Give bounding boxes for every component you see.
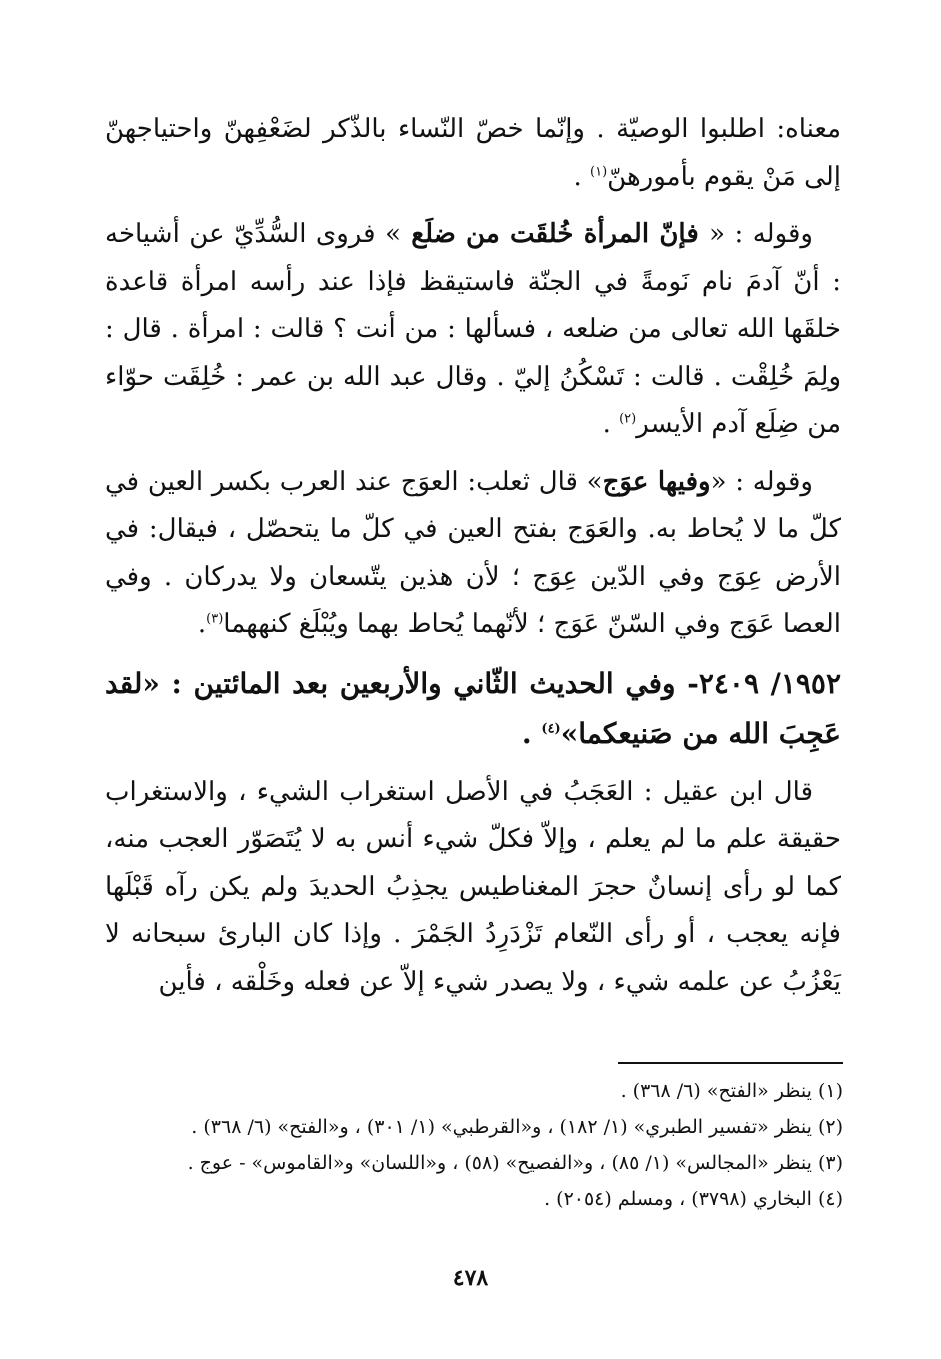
hadith-heading: ١٩٥٢/ ٢٤٠٩- وفي الحديث الثّاني والأربعين بعد المائتين : «لقد عَجِبَ الله من صَنيعكما»$^{(٤)}$ . <box>105 666 841 750</box>
paragraph-3: وقوله : «وفيها عوَج» قال ثعلب: العوَج عند العرب بكسر العين في كلّ ما لا يُحاط به. والعَوَج بفتح العين في كلّ ما يتحصّل ، فيقال: في الأرض عِوَج وفي الدّين عِوَج ؛ لأن هذين يتّسعان ولا يدركان . وفي العصا عَوَج وفي السّنّ عَوَج ؛ لأنّهما يُحاط بهما ويُبْلَغ كنههما$^{(٣)}$. <box>105 466 841 639</box>
quoted-phrase: فإنّ المرأة خُلقَت من ضلَع <box>400 219 710 249</box>
paragraph-1: معناه: اطلبوا الوصيّة . وإنّما خصّ النّساء بالذّكر لضَعْفِهنّ واحتياجهنّ إلى مَنْ يقوم بأمورهنّ$^{(١)}$ . <box>105 114 841 192</box>
footnote-ref-2[interactable]: (٢) <box>619 411 637 427</box>
footnote-ref-3[interactable]: (٣) <box>206 611 224 627</box>
footnote-4: (٤) البخاري (٣٧٩٨) ، ومسلم (٢٠٥٤) . <box>544 1188 843 1210</box>
footnote-3: (٣) ينظر «المجالس» (١/ ٨٥) ، و«الفصيح» (٥٨) ، و«اللسان» و«القاموس» - عوج . <box>187 1152 843 1174</box>
footnote-1: (١) ينظر «الفتح» (٦/ ٣٦٨) . <box>620 1080 843 1102</box>
footnotes <box>105 1073 843 1217</box>
paragraph-4: قال ابن عقيل : العَجَبُ في الأصل استغراب الشيء ، والاستغراب حقيقة علم ما لم يعلم ، وإلاّ فكلّ شيء أنس به لا يُتَصَوّر العجب منه، كما لو رأى إنسانٌ حجرَ المغناطيس يجذِبُ الحديدَ ولم يكن رآه قَبْلَها فإنه يعجب ، أو رأى النّعام تَزْدَرِدُ الجَمْرَ . وإذا كان البارئ سبحانه لا يَعْزُبُ عن علمه شيء ، ولا يصدر شيء إلاّ عن فعله وخَلْقه ، فأين <box>105 776 841 997</box>
quoted-phrase: وفيها عوَج <box>602 466 711 497</box>
main-text <box>105 106 841 1006</box>
footnote-separator <box>618 1062 843 1064</box>
footnote-2: (٢) ينظر «تفسير الطبري» (١/ ١٨٢) ، و«القرطبي» (١/ ٣٠١) ، و«الفتح» (٦/ ٣٦٨) . <box>191 1116 843 1138</box>
footnote-ref-4[interactable]: (٤) <box>541 721 561 737</box>
page-number: ٤٧٨ <box>452 1265 489 1291</box>
paragraph-2: وقوله : « فإنّ المرأة خُلقَت من ضلَع » فروى السُّدِّيّ عن أشياخه : أنّ آدمَ نام نَومةً في الجنّة فاستيقظ فإذا عند رأسه امرأة قاعدة خلقَها الله تعالى من ضلعه ، فسألها : من أنت ؟ قالت : امرأة . قال : ولِمَ خُلِقْت . قالت : تَسْكُنُ إليّ . وقال عبد الله بن عمر : خُلِقَت حوّاء من ضِلَع آدم الأيسر$^{(٢)}$ . <box>105 219 841 439</box>
footnote-ref-1[interactable]: (١) <box>590 163 608 179</box>
